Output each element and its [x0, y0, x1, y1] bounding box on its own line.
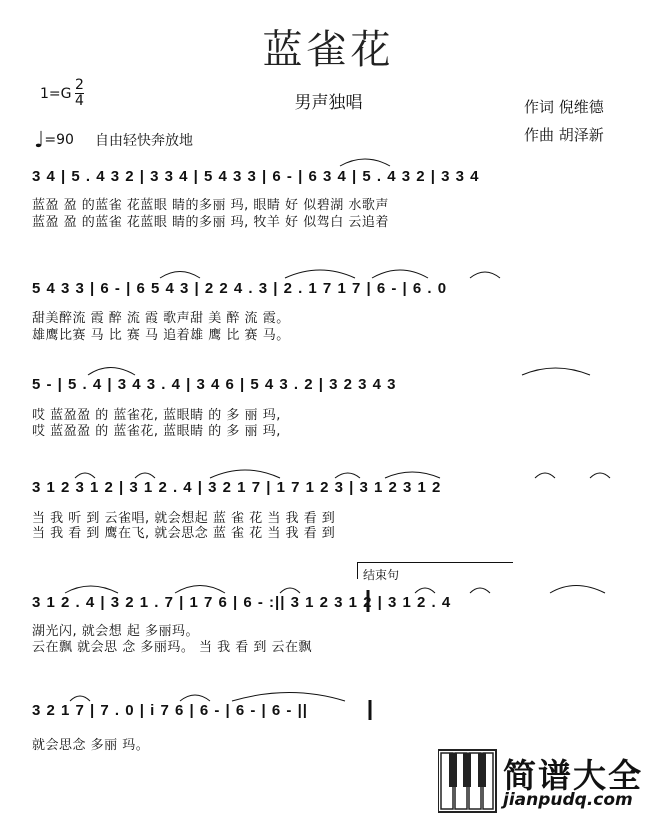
key-signature: 1=G — [40, 86, 72, 102]
notation-row-6: 3 2 1 7 | 7 . 0 | i 7 6 | 6 - | 6 - | 6 - || — [32, 702, 308, 719]
notation-row-2: 5 4 3 3 | 6 - | 6 5 4 3 | 2 2 4 . 3 | 2 . 1 7 1 7 | 6 - | 6 . 0 — [32, 280, 448, 297]
notation-row-1: 3 4 | 5 . 4 3 2 | 3 3 4 | 5 4 3 3 | 6 - | 6 3 4 | 5 . 4 3 2 | 3 3 4 — [32, 168, 480, 185]
performance-type: 男声独唱 — [294, 93, 363, 113]
quarter-note-icon: ♩ — [34, 128, 45, 153]
lyrics-row-1-verse-1: 蓝盈 盈 的蓝雀 花蓝眼 睛的多丽 玛, 眼睛 好 似碧湖 水歌声 — [32, 198, 389, 213]
expression-marking: 自由轻快奔放地 — [95, 133, 193, 149]
notation-row-4: 3 1 2 3 1 2 | 3 1 2 . 4 | 3 2 1 7 | 1 7 1 2 3 | 3 1 2 3 1 2 — [32, 479, 442, 496]
lyrics-row-6-verse-1: 就会思念 多丽 玛。 — [32, 738, 150, 753]
site-logo-url: jianpudq.com — [503, 790, 633, 810]
lyrics-row-4-verse-1: 当 我 听 到 云雀唱, 就会想起 蓝 雀 花 当 我 看 到 — [32, 511, 336, 526]
lyrics-row-3-verse-1: 哎 蓝盈盈 的 蓝雀花, 蓝眼睛 的 多 丽 玛, — [32, 408, 281, 423]
tempo-value: =90 — [44, 132, 74, 148]
song-title: 蓝雀花 — [262, 27, 395, 73]
site-logo-text: 简谱大全 — [503, 756, 643, 795]
lyrics-row-2-verse-2: 雄鹰比赛 马 比 赛 马 追着雄 鹰 比 赛 马。 — [32, 328, 290, 343]
notation-row-5: 3 1 2 . 4 | 3 2 1 . 7 | 1 7 6 | 6 - :|| 3 1 2 3 1 2 | 3 1 2 . 4 — [32, 594, 452, 611]
lyrics-row-1-verse-2: 蓝盈 盈 的蓝雀 花蓝眼 睛的多丽 玛, 牧羊 好 似驾白 云追着 — [32, 215, 389, 230]
lyrics-row-5-verse-1: 湖光闪, 就会想 起 多丽玛。 — [32, 624, 200, 639]
lyrics-row-2-verse-1: 甜美醉流 霞 醉 流 霞 歌声甜 美 醉 流 霞。 — [32, 311, 290, 326]
lyricist-credit: 作词 倪维德 — [524, 98, 604, 116]
time-signature-top: 2 — [75, 77, 84, 93]
lyrics-row-4-verse-2: 当 我 看 到 鹰在飞, 就会思念 蓝 雀 花 当 我 看 到 — [32, 526, 336, 541]
composer-credit: 作曲 胡泽新 — [524, 126, 604, 144]
time-signature-bottom: 4 — [75, 93, 84, 109]
lyrics-row-5-verse-2: 云在飘 就会思 念 多丽玛。 当 我 看 到 云在飘 — [32, 640, 313, 655]
ending-label: 结束句 — [363, 568, 400, 582]
notation-row-3: 5 - | 5 . 4 | 3 4 3 . 4 | 3 4 6 | 5 4 3 . 2 | 3 2 3 4 3 — [32, 376, 397, 393]
lyrics-row-3-verse-2: 哎 蓝盈盈 的 蓝雀花, 蓝眼睛 的 多 丽 玛, — [32, 424, 281, 439]
